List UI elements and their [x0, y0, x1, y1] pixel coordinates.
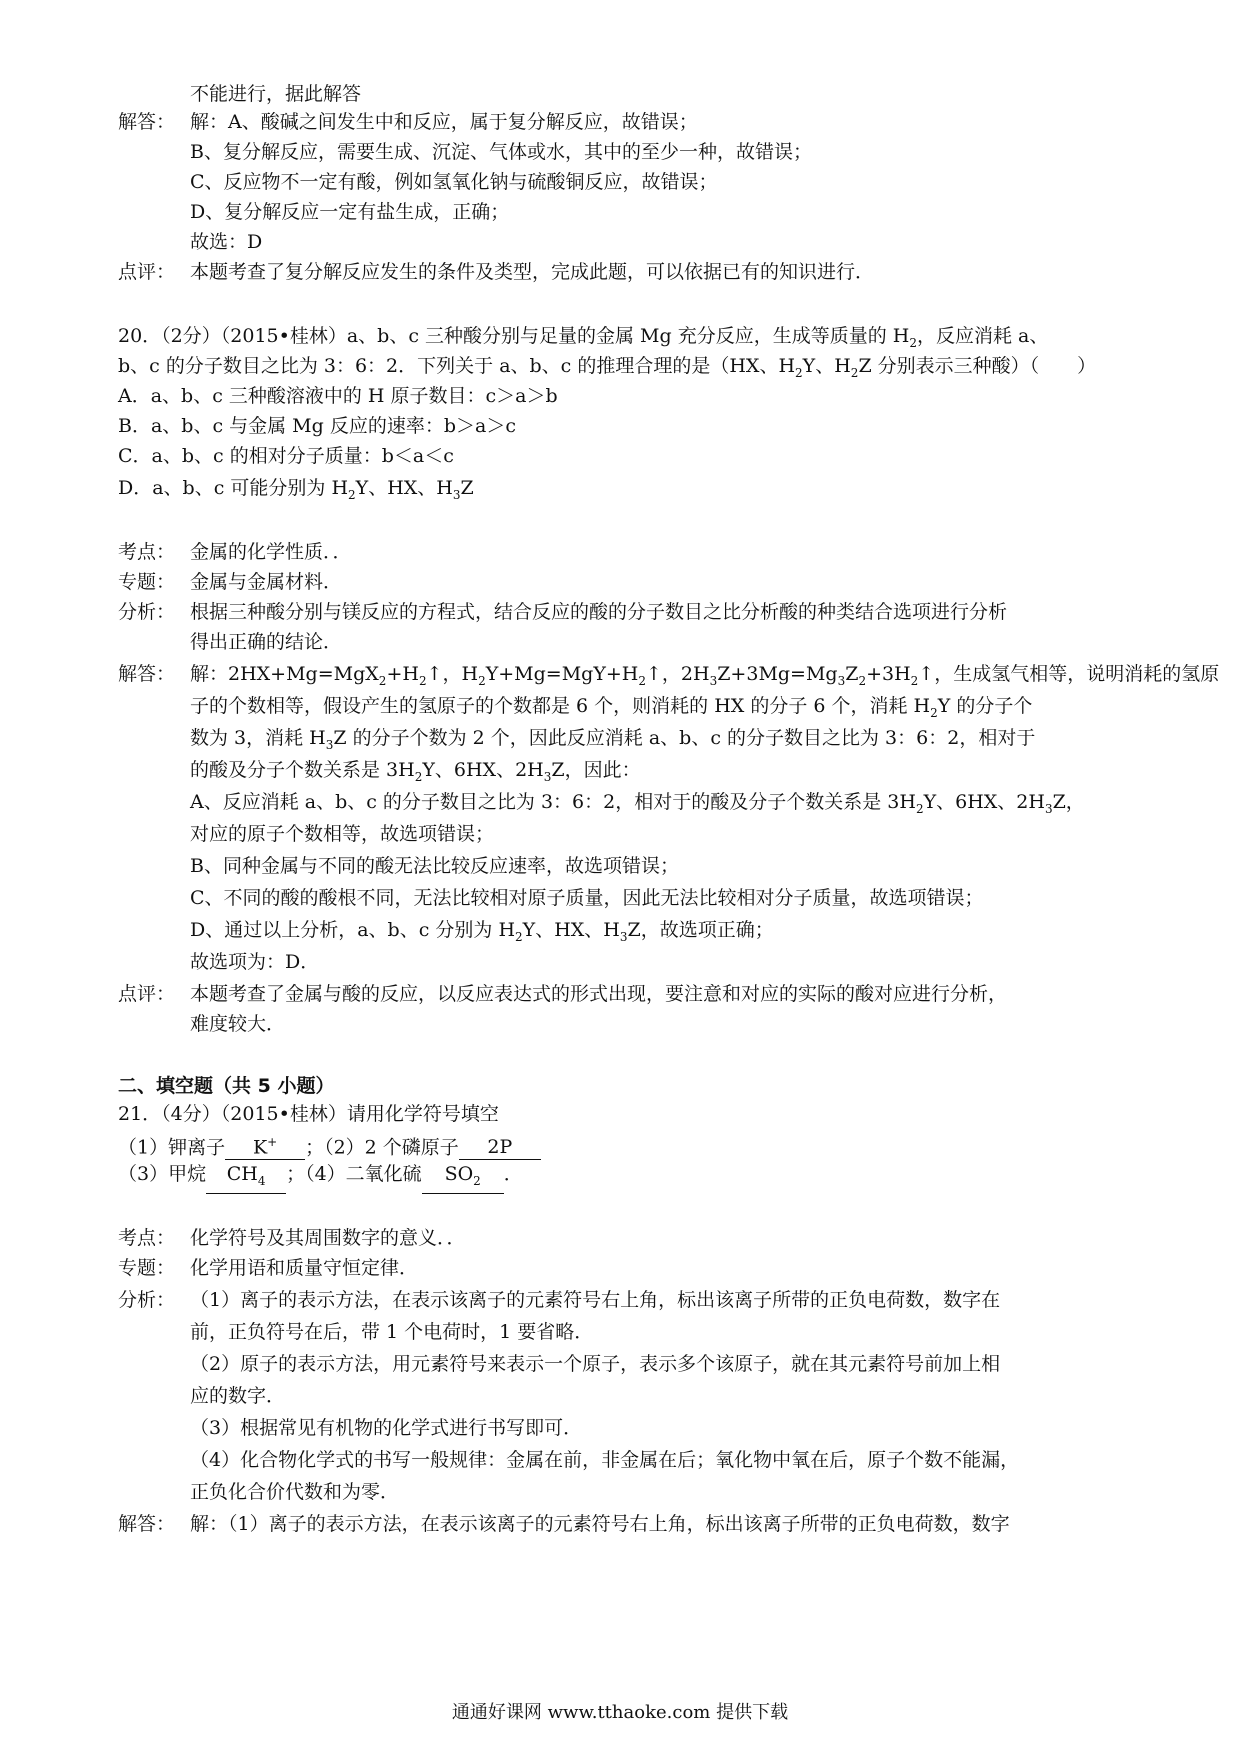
q20-fenxi-label: 分析： [118, 601, 176, 623]
q20-answer-line: 对应的原子个数相等，故选项错误； [190, 823, 495, 845]
q20-comment-label: 点评： [118, 983, 176, 1005]
q20-comment-line: 难度较大． [190, 1013, 286, 1035]
q20-option-c: C．a、b、c 的相对分子质量：b＜a＜c [118, 445, 454, 467]
q19-comment-label: 点评： [118, 261, 176, 283]
q20-answer-line: B、同种金属与不同的酸无法比较反应速率，故选项错误； [190, 855, 679, 877]
q19-answer-label: 解答： [118, 111, 176, 133]
q21-fenxi-label: 分析： [118, 1289, 176, 1311]
q20-fenxi-line: 根据三种酸分别与镁反应的方程式，结合反应的酸的分子数目之比分析酸的种类结合选项进行分析 [190, 601, 1008, 623]
q19-answer-line: D、复分解反应一定有盐生成，正确； [190, 201, 510, 223]
q21-answer-3: $CH_4$ [206, 1162, 286, 1194]
q20-fenxi-line: 得出正确的结论． [190, 631, 343, 653]
q21-kaodian: 化学符号及其周围数字的意义．． [190, 1227, 466, 1249]
q19-answer-line: 解：A、酸碱之间发生中和反应，属于复分解反应，故错误； [190, 111, 698, 133]
q21-fenxi-line: 正负化合价代数和为零． [190, 1481, 400, 1503]
q20-answer-line: 子的个数相等，假设产生的氢原子的个数都是 6 个，则消耗的 HX 的分子 6 个，消耗 $H_2Y$ 的分子个 [190, 695, 1033, 720]
q20-answer-label: 解答： [118, 663, 176, 685]
q20-answer-line: 的酸及分子个数关系是 $3H_2Y$、6HX、$2H_3Z$，因此： [190, 759, 641, 784]
q21-blanks-line1: （1）钾离子 K+ ；（2）2 个磷原子 2P [118, 1130, 541, 1161]
q19-answer-line: C、反应物不一定有酸，例如氢氧化钠与硫酸铜反应，故错误； [190, 171, 718, 193]
q20-option-d: D．a、b、c 可能分别为 $H_2Y$、HX、$H_3Z$ [118, 477, 474, 502]
q21-fenxi-line: （4）化合物化学式的书写一般规律：金属在前，非金属在后；氧化物中氧在后，原子个数不能漏， [190, 1449, 1020, 1471]
q20-answer-line: 数为 3，消耗 $H_3Z$ 的分子个数为 2 个，因此反应消耗 a、b、c 的分子数目之比为 3：6：2，相对于 [190, 727, 1036, 752]
q20-stem-line2: b、c 的分子数目之比为 3：6：2．下列关于 a、b、c 的推理合理的是（HX、$H_2Y$、$H_2Z$ 分别表示三种酸）（ ） [118, 355, 1097, 380]
q21-stem: 21．（4分）（2015•桂林）请用化学符号填空 [118, 1103, 499, 1125]
q21-fenxi-line: 前，正负符号在后，带 1 个电荷时，1 要省略． [190, 1321, 594, 1343]
q20-answer-line: D、通过以上分析，a、b、c 分别为 $H_2Y$、HX、$H_3Z$，故选项正确； [190, 919, 774, 944]
q21-fenxi-line: 应的数字． [190, 1385, 286, 1407]
q21-answer-label: 解答： [118, 1513, 176, 1535]
q20-option-a: A．a、b、c 三种酸溶液中的 H 原子数目：c＞a＞b [118, 385, 558, 407]
q20-kaodian: 金属的化学性质．． [190, 541, 352, 563]
q20-answer-line: 解：$2HX+Mg=MgX_2+H_2↑$，$H_2Y+Mg=MgY+H_2↑$，$2H_3Z+3Mg=Mg_3Z_2+3H_2↑$，生成氢气相等，说明消耗的氢原 [190, 663, 1220, 688]
q20-comment-line: 本题考查了金属与酸的反应，以反应表达式的形式出现，要注意和对应的实际的酸对应进行分析， [190, 983, 1008, 1005]
q20-zhuanti: 金属与金属材料． [190, 571, 343, 593]
q20-answer-choice: 故选项为：D． [190, 951, 320, 973]
q21-fenxi-line: （1）离子的表示方法，在表示该离子的元素符号右上角，标出该离子所带的正负电荷数，数字在 [190, 1289, 1001, 1311]
q19-answer-line: B、复分解反应，需要生成、沉淀、气体或水，其中的至少一种，故错误； [190, 141, 812, 163]
q21-fenxi-line: （3）根据常见有机物的化学式进行书写即可． [190, 1417, 583, 1439]
q21-zhuanti: 化学用语和质量守恒定律． [190, 1257, 419, 1279]
page-footer: 通通好课网 www.tthaoke.com 提供下载 [451, 1702, 789, 1723]
q21-zhuanti-label: 专题： [118, 1257, 176, 1279]
q21-answer-1: K+ [225, 1130, 305, 1160]
q21-answer-2: 2P [459, 1135, 541, 1160]
q20-option-b: B．a、b、c 与金属 Mg 反应的速率：b＞a＞c [118, 415, 516, 437]
q20-answer-line: C、不同的酸的酸根不同，无法比较相对原子质量，因此无法比较相对分子质量，故选项错误； [190, 887, 984, 909]
q19-comment: 本题考查了复分解反应发生的条件及类型，完成此题，可以依据已有的知识进行． [190, 261, 875, 283]
q20-zhuanti-label: 专题： [118, 571, 176, 593]
q21-blanks-line2: （3）甲烷 $CH_4$ ；（4）二氧化硫 $SO_2$ ． [118, 1160, 523, 1194]
q20-answer-line: A、反应消耗 a、b、c 的分子数目之比为 3：6：2，相对于的酸及分子个数关系是 $3H_2Y$、6HX、$2H_3Z$， [190, 791, 1085, 816]
q20-stem-line1: 20．（2分）（2015•桂林）a、b、c 三种酸分别与足量的金属 Mg 充分反应，生成等质量的 $H_2$，反应消耗 a、 [118, 325, 1049, 350]
section-heading: 二、填空题（共 5 小题） [118, 1075, 335, 1097]
q19-analysis-end: 不能进行，据此解答 [190, 83, 362, 105]
q21-answer-4: $SO_2$ [422, 1162, 504, 1194]
q20-kaodian-label: 考点： [118, 541, 176, 563]
q19-answer-choice: 故选：D [190, 231, 263, 253]
q21-answer-line: 解：（1）离子的表示方法，在表示该离子的元素符号右上角，标出该离子所带的正负电荷数，数字 [190, 1513, 1010, 1535]
q21-fenxi-line: （2）原子的表示方法，用元素符号来表示一个原子，表示多个该原子，就在其元素符号前加上相 [190, 1353, 1001, 1375]
q21-kaodian-label: 考点： [118, 1227, 176, 1249]
